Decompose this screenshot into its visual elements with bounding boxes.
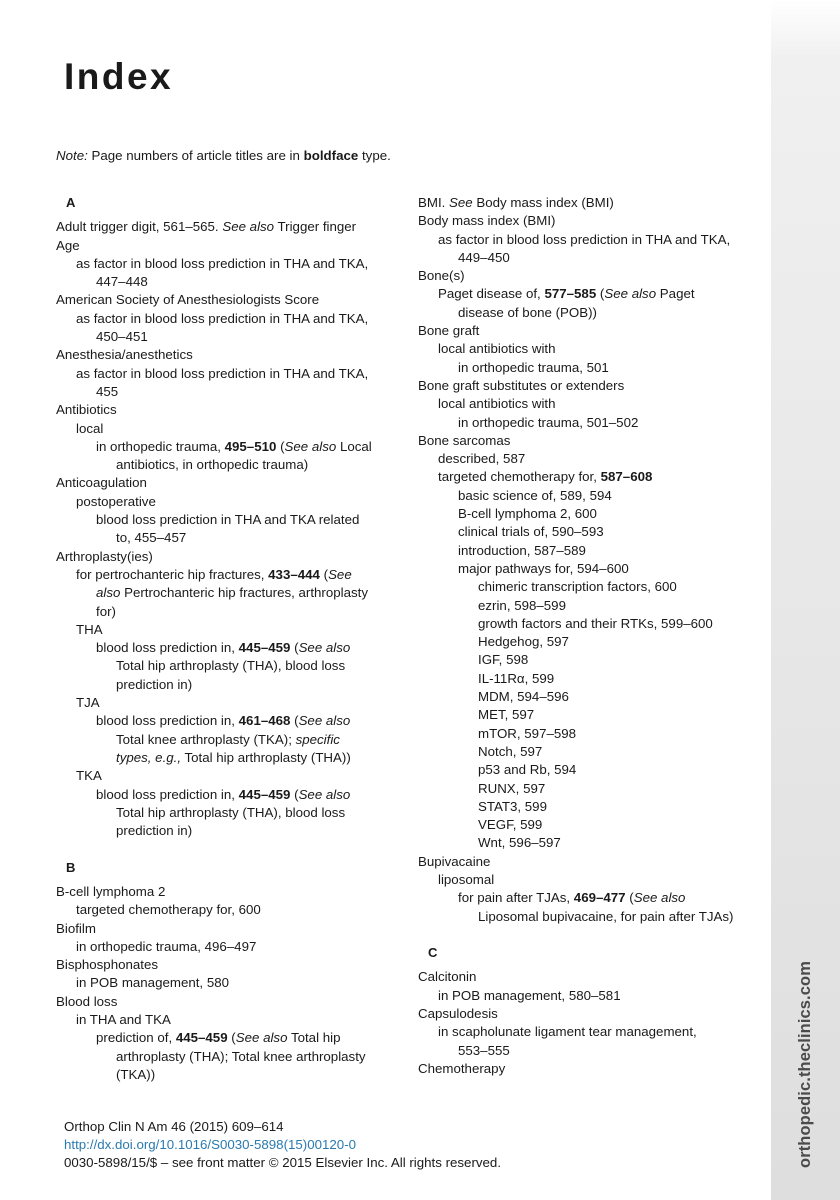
index-entry: also Pertrochanteric hip fractures, arthroplasty: [96, 585, 368, 601]
index-entry: Bone sarcomas: [418, 432, 511, 448]
index-column-right: [418, 194, 763, 1078]
index-entry: arthroplasty (THA); Total knee arthroplasty: [116, 1048, 366, 1064]
index-entry: Body mass index (BMI): [418, 213, 556, 229]
index-entry: 455: [96, 383, 119, 399]
index-entry: Chemotherapy: [418, 1060, 506, 1076]
note-text-2: type.: [358, 148, 391, 163]
index-entry: Capsulodesis: [418, 1006, 498, 1022]
index-entry: in scapholunate ligament tear management,: [438, 1024, 697, 1040]
index-entry: Bone(s): [418, 268, 465, 284]
index-entry: growth factors and their RTKs, 599–600: [478, 615, 713, 631]
index-entry: (TKA)): [116, 1066, 156, 1082]
journal-url-label: [771, 960, 840, 1168]
index-entry: blood loss prediction in, 445–459 (See also: [96, 640, 351, 656]
index-entry: RUNX, 597: [478, 780, 546, 796]
index-entry: Wnt, 596–597: [478, 835, 561, 851]
index-entry: for pain after TJAs, 469–477 (See also: [458, 890, 686, 906]
index-entry: basic science of, 589, 594: [458, 487, 612, 503]
index-entry: 450–451: [96, 329, 148, 345]
index-entry: blood loss prediction in, 461–468 (See also: [96, 713, 351, 729]
index-entry: mTOR, 597–598: [478, 725, 577, 741]
index-entry: Bisphosphonates: [56, 957, 159, 973]
index-entry: described, 587: [438, 451, 526, 467]
index-entry: blood loss prediction in, 445–459 (See also: [96, 786, 351, 802]
footer-copyright: 0030-5898/15/$ – see front matter © 2015 Elsevier Inc. All rights reserved.: [64, 1155, 502, 1170]
index-entry: Liposomal bupivacaine, for pain after TJAs): [478, 908, 734, 924]
index-entry: in POB management, 580–581: [438, 987, 621, 1003]
index-entry: Bone graft: [418, 323, 480, 339]
index-entry: postoperative: [76, 493, 156, 509]
index-entry: ezrin, 598–599: [478, 597, 566, 613]
section-gap: [418, 926, 763, 944]
index-entry: disease of bone (POB)): [458, 304, 597, 320]
index-entry: Calcitonin: [418, 969, 477, 985]
index-entry: 447–448: [96, 274, 148, 290]
section-letter: A: [66, 195, 76, 210]
index-entry: Adult trigger digit, 561–565. See also Trigger finger: [56, 219, 357, 235]
index-entry: in orthopedic trauma, 496–497: [76, 938, 257, 954]
index-entry: as factor in blood loss prediction in THA and TKA,: [76, 255, 369, 271]
index-entry: Anticoagulation: [56, 475, 147, 491]
index-entry: local antibiotics with: [438, 341, 556, 357]
index-entry: in orthopedic trauma, 501–502: [458, 414, 639, 430]
footer-doi-link[interactable]: http://dx.doi.org/10.1016/S0030-5898(15)00120-0: [64, 1137, 357, 1152]
index-entry: IL-11Rα, 599: [478, 670, 555, 686]
index-entry: VEGF, 599: [478, 817, 543, 833]
section-gap: [56, 840, 401, 858]
index-entry: targeted chemotherapy for, 587–608: [438, 469, 653, 485]
index-entry: as factor in blood loss prediction in THA and TKA,: [76, 365, 369, 381]
index-entry: MDM, 594–596: [478, 689, 569, 705]
index-entry: for): [96, 603, 116, 619]
index-entry: TJA: [76, 695, 100, 711]
index-entry: Notch, 597: [478, 743, 543, 759]
note-text-1: Page numbers of article titles are in: [87, 148, 304, 163]
index-entry: 449–450: [458, 249, 510, 265]
index-entry: types, e.g., Total hip arthroplasty (THA)): [116, 749, 351, 765]
index-entry: THA: [76, 621, 103, 637]
index-entry: in POB management, 580: [76, 975, 230, 991]
index-entry: B-cell lymphoma 2: [56, 883, 166, 899]
index-entry: Hedgehog, 597: [478, 634, 569, 650]
index-entry: as factor in blood loss prediction in THA and TKA,: [76, 310, 369, 326]
index-entry: Age: [56, 237, 80, 253]
index-entry: Antibiotics: [56, 402, 117, 418]
index-entry: liposomal: [438, 871, 495, 887]
index-entry: 553–555: [458, 1042, 510, 1058]
index-entry: targeted chemotherapy for, 600: [76, 902, 261, 918]
index-entry: prediction in): [116, 676, 193, 692]
index-entry: as factor in blood loss prediction in THA and TKA,: [438, 231, 731, 247]
index-entry: clinical trials of, 590–593: [458, 524, 604, 540]
index-entry: STAT3, 599: [478, 798, 547, 814]
boldface-note: [56, 148, 391, 163]
index-entry: p53 and Rb, 594: [478, 762, 577, 778]
footer: [64, 1118, 501, 1172]
index-entry: blood loss prediction in THA and TKA related: [96, 512, 360, 528]
index-entry: Anesthesia/anesthetics: [56, 347, 193, 363]
note-prefix: Note:: [56, 148, 88, 163]
index-entry: in orthopedic trauma, 501: [458, 359, 609, 375]
footer-citation: Orthop Clin N Am 46 (2015) 609–614: [64, 1119, 284, 1134]
section-letter: B: [66, 859, 76, 875]
index-entry: major pathways for, 594–600: [458, 560, 629, 576]
index-entry: antibiotics, in orthopedic trauma): [116, 457, 309, 473]
index-entry: Bupivacaine: [418, 853, 491, 869]
journal-url-text: orthopedic.theclinics.com: [796, 960, 814, 1168]
index-entry: Biofilm: [56, 920, 96, 936]
index-entry: Arthroplasty(ies): [56, 548, 153, 564]
index-entry: Total knee arthroplasty (TKA); specific: [116, 731, 340, 747]
index-entry: chimeric transcription factors, 600: [478, 579, 677, 595]
index-entry: Total hip arthroplasty (THA), blood loss: [116, 658, 346, 674]
index-entry: to, 455–457: [116, 530, 187, 546]
index-entry: introduction, 587–589: [458, 542, 586, 558]
index-entry: Paget disease of, 577–585 (See also Paget: [438, 286, 695, 302]
index-entry: local: [76, 420, 104, 436]
index-entry: TKA: [76, 768, 102, 784]
index-entry: Blood loss: [56, 993, 118, 1009]
index-entry: prediction of, 445–459 (See also Total hip: [96, 1030, 341, 1046]
index-entry: American Society of Anesthesiologists Score: [56, 292, 320, 308]
index-entry: MET, 597: [478, 707, 535, 723]
index-entry: Bone graft substitutes or extenders: [418, 377, 625, 393]
section-letter: C: [428, 945, 438, 961]
note-bold-word: boldface: [303, 148, 359, 163]
page-title: Index: [64, 56, 174, 97]
index-entry: B-cell lymphoma 2, 600: [458, 506, 597, 522]
index-entry: local antibiotics with: [438, 396, 556, 412]
index-column-left: [56, 194, 401, 1084]
index-entry: in THA and TKA: [76, 1012, 171, 1028]
index-entry: for pertrochanteric hip fractures, 433–444 (See: [76, 566, 352, 582]
index-entry: in orthopedic trauma, 495–510 (See also Local: [96, 438, 372, 454]
index-entry: IGF, 598: [478, 652, 529, 668]
index-entry: Total hip arthroplasty (THA), blood loss: [116, 804, 346, 820]
index-entry: BMI. See Body mass index (BMI): [418, 195, 614, 210]
index-entry: prediction in): [116, 823, 193, 839]
